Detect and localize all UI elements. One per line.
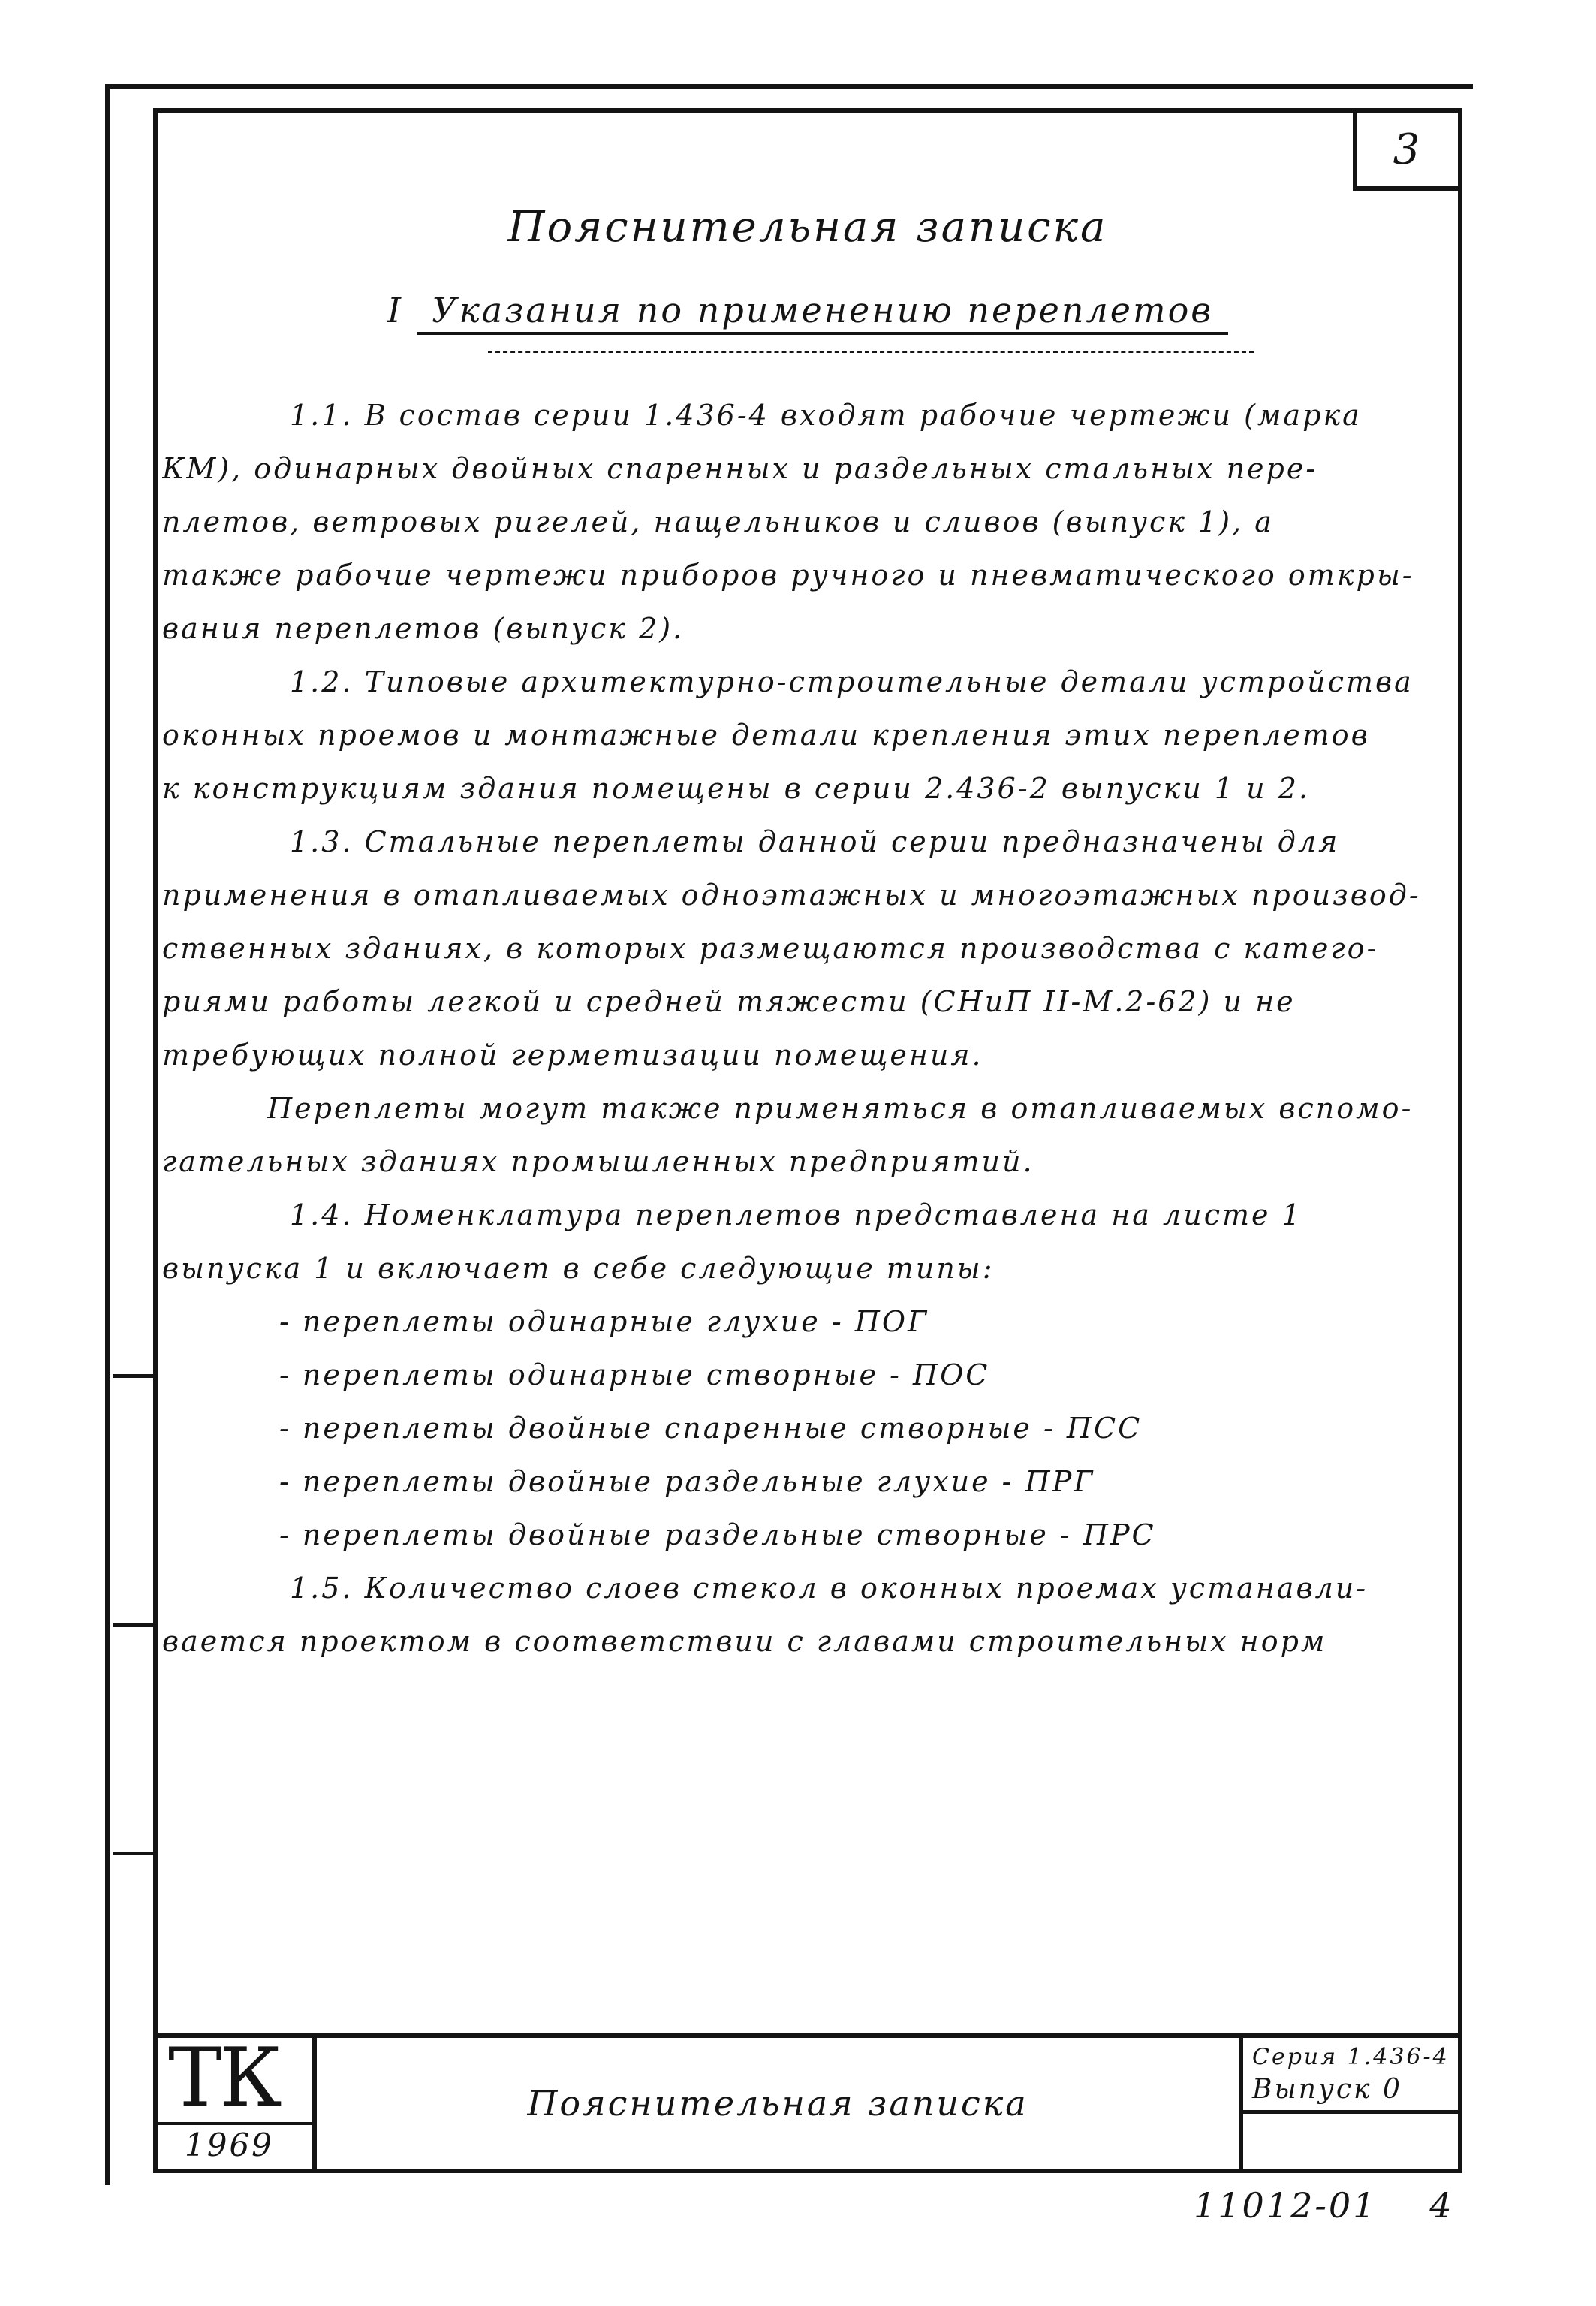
year: 1969 — [185, 2127, 274, 2163]
text-line: плетов, ветровых ригелей, нащельников и сливов (выпуск 1), а — [162, 505, 1274, 538]
section-number: I — [387, 290, 404, 330]
text-line: 1.3. Стальные переплеты данной серии предназначены для — [290, 825, 1340, 858]
sheet-number: 4 — [1429, 2185, 1454, 2226]
text-line: к конструкциям здания помещены в серии 2.436-2 выпуски 1 и 2. — [162, 772, 1310, 805]
footer — [1194, 2185, 1454, 2226]
text-line: вания переплетов (выпуск 2). — [162, 612, 685, 645]
text-line: гательных зданиях промышленных предприятий. — [162, 1145, 1034, 1178]
list-item: - переплеты одинарные створные - ПОС — [279, 1358, 990, 1391]
text-line: Переплеты могут также применяться в отапливаемых вспомо- — [267, 1092, 1414, 1125]
text-line: 1.1. В состав серии 1.436-4 входят рабочие чертежи (марка — [290, 399, 1362, 432]
text-line: оконных проемов и монтажные детали крепления этих переплетов — [162, 719, 1370, 752]
text-line: также рабочие чертежи приборов ручного и пневматического откры- — [162, 559, 1414, 592]
list-item: - переплеты двойные спаренные створные - ПСС — [279, 1412, 1143, 1445]
text-line: 1.2. Типовые архитектурно-строительные детали устройства — [290, 665, 1414, 698]
text-line: требующих полной герметизации помещения. — [162, 1038, 983, 1072]
archive-code: 11012-01 — [1194, 2185, 1378, 2226]
drawing-frame — [153, 108, 1462, 2173]
list-item: - переплеты двойные раздельные глухие - ПРГ — [279, 1465, 1095, 1498]
text-line: КМ), одинарных двойных спаренных и раздельных стальных пере- — [162, 452, 1318, 485]
page-number: 3 — [1353, 113, 1458, 191]
title-block-divider — [158, 2122, 312, 2125]
issue-label: Выпуск 0 — [1252, 2074, 1402, 2105]
title-block-series-cell — [1239, 2038, 1458, 2169]
text-line: применения в отапливаемых одноэтажных и многоэтажных производ- — [162, 879, 1421, 912]
section-title: Указания по применению переплетов — [417, 290, 1228, 335]
title-block — [158, 2033, 1458, 2169]
list-item: - переплеты одинарные глухие - ПОГ — [279, 1305, 929, 1338]
binding-tick — [113, 1374, 155, 1378]
title-block-mark-cell — [158, 2031, 317, 2169]
heading-rule — [488, 351, 1254, 353]
binding-tick — [113, 1852, 155, 1855]
explanatory-text — [162, 389, 1455, 1668]
series-label: Серия 1.436-4 — [1252, 2044, 1450, 2070]
section-heading — [158, 290, 1458, 335]
text-line: ственных зданиях, в которых размещаются производства с катего- — [162, 932, 1379, 965]
document-title: Пояснительная записка — [507, 203, 1108, 252]
text-line: 1.4. Номенклатура переплетов представлена на листе 1 — [290, 1198, 1302, 1231]
list-item: - переплеты двойные раздельные створные - ПРС — [279, 1518, 1156, 1551]
title-block-name: Пояснительная записка — [527, 2083, 1028, 2124]
organization-mark: ТК — [168, 2031, 279, 2125]
binding-tick — [113, 1623, 155, 1627]
text-line: 1.5. Количество слоев стекол в оконных проемах устанавли- — [290, 1572, 1369, 1605]
text-line: выпуска 1 и включает в себе следующие типы: — [162, 1252, 995, 1285]
text-line: вается проектом в соответствии с главами строительных норм — [162, 1625, 1327, 1658]
title-block-divider — [1243, 2110, 1458, 2114]
text-line: риями работы легкой и средней тяжести (СНиП II-М.2-62) и не — [162, 985, 1296, 1018]
